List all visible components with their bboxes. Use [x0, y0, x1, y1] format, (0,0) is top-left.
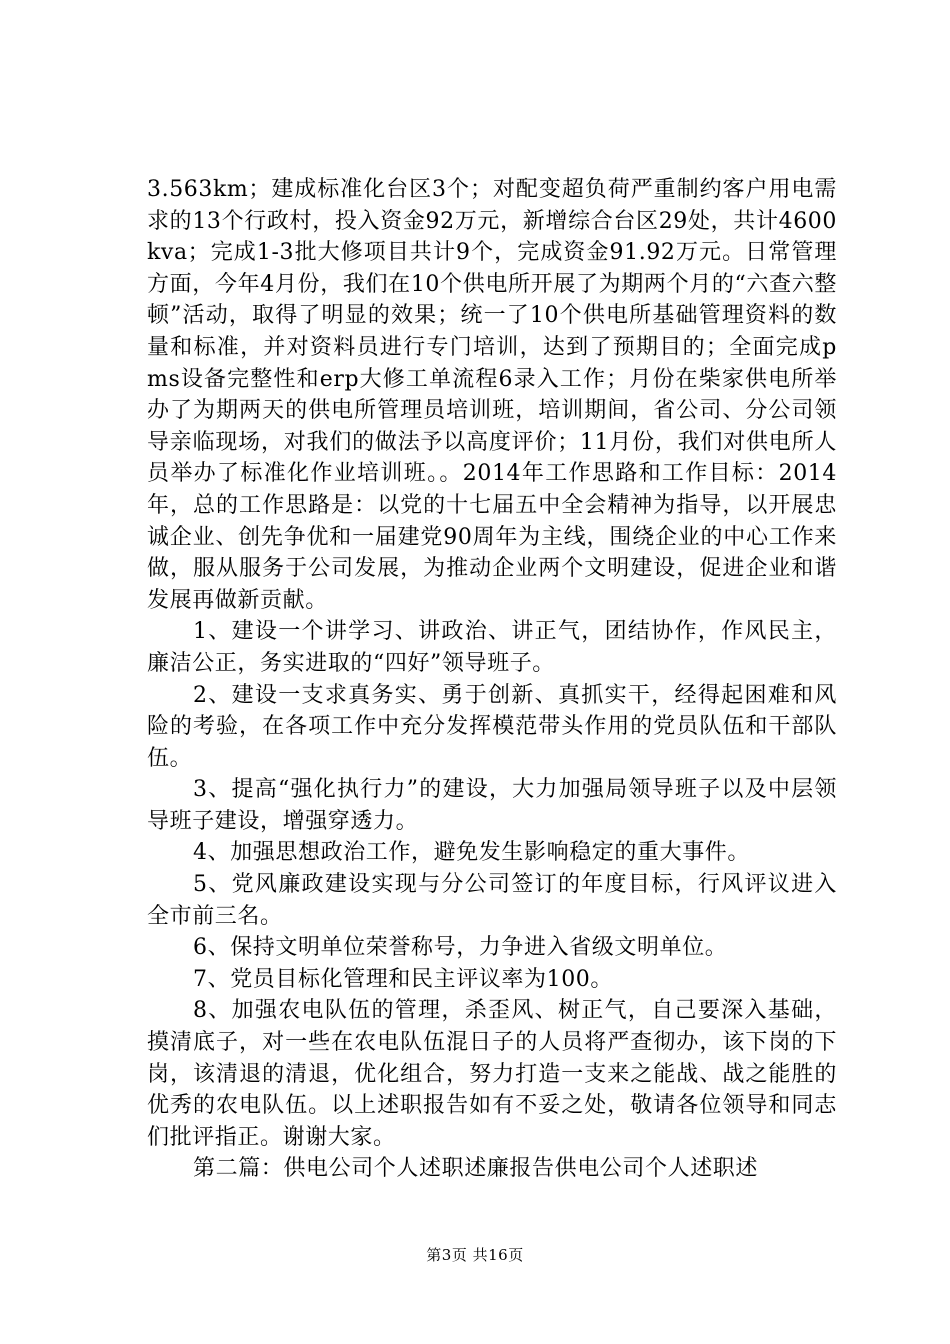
list-item-4: 4、加强思想政治工作，避免发生影响稳定的重大事件。	[193, 840, 750, 866]
list-item-1: 1、建设一个讲学习、讲政治、讲正气，团结协作，作风民主，廉洁公正，务实进取的“四好”领导班子。	[147, 619, 837, 676]
list-item-3: 3、提高“强化执行力”的建设，大力加强局领导班子以及中层领导班子建设，增强穿透力。	[147, 777, 837, 834]
list-item-5: 5、党风廉政建设实现与分公司签订的年度目标，行风评议进入全市前三名。	[147, 872, 837, 929]
list-item-8: 8、加强农电队伍的管理，杀歪风、树正气，自己要深入基础，摸清底子，对一些在农电队伍混日子的人员将严查彻办，该下岗的下岗，该清退的清退，优化组合，努力打造一支来之能战、战之能胜的优秀的农电队伍。以上述职报告如有不妥之处，敬请各位领导和同志们批评指正。谢谢大家。	[147, 998, 837, 1150]
paragraph: 3.563km；建成标准化台区3个；对配变超负荷严重制约客户用电需求的13个行政村，投入资金92万元，新增综合台区29处，共计4600kva；完成1-3批大修项目共计9个，完成资金91.92万元。日常管理方面，今年4月份，我们在10个供电所开展了为期两个月的“六查六整顿”活动，取得了明显的效果；统一了10个供电所基础管理资料的数量和标准，并对资料员进行专门培训，达到了预期目的；全面完成pms设备完整性和erp大修工单流程6录入工作；月份在柴家供电所举办了为期两天的供电所管理员培训班，培训期间，省公司、分公司领导亲临现场，对我们的做法予以高度评价；11月份，我们对供电所人员举办了标准化作业培训班。。2014年工作思路和工作目标：2014年，总的工作思路是：以党的十七届五中全会精神为指导，以开展忠诚企业、创先争优和一届建党90周年为主线，围绕企业的中心工作来做，服从服务于公司发展，为推动企业两个文明建设，促进企业和谐发展再做新贡献。	[147, 177, 837, 613]
next-section-heading: 第二篇：供电公司个人述职述廉报告供电公司个人述职述	[193, 1156, 759, 1182]
list-item-2: 2、建设一支求真务实、勇于创新、真抓实干，经得起困难和风险的考验，在各项工作中充分发挥模范带头作用的党员队伍和干部队伍。	[147, 682, 837, 771]
page-number-footer: 第3页 共16页	[426, 1246, 524, 1264]
list-item-7: 7、党员目标化管理和民主评议率为100。	[193, 966, 613, 992]
document-body	[147, 174, 837, 1185]
list-item-6: 6、保持文明单位荣誉称号，力争进入省级文明单位。	[193, 935, 728, 961]
